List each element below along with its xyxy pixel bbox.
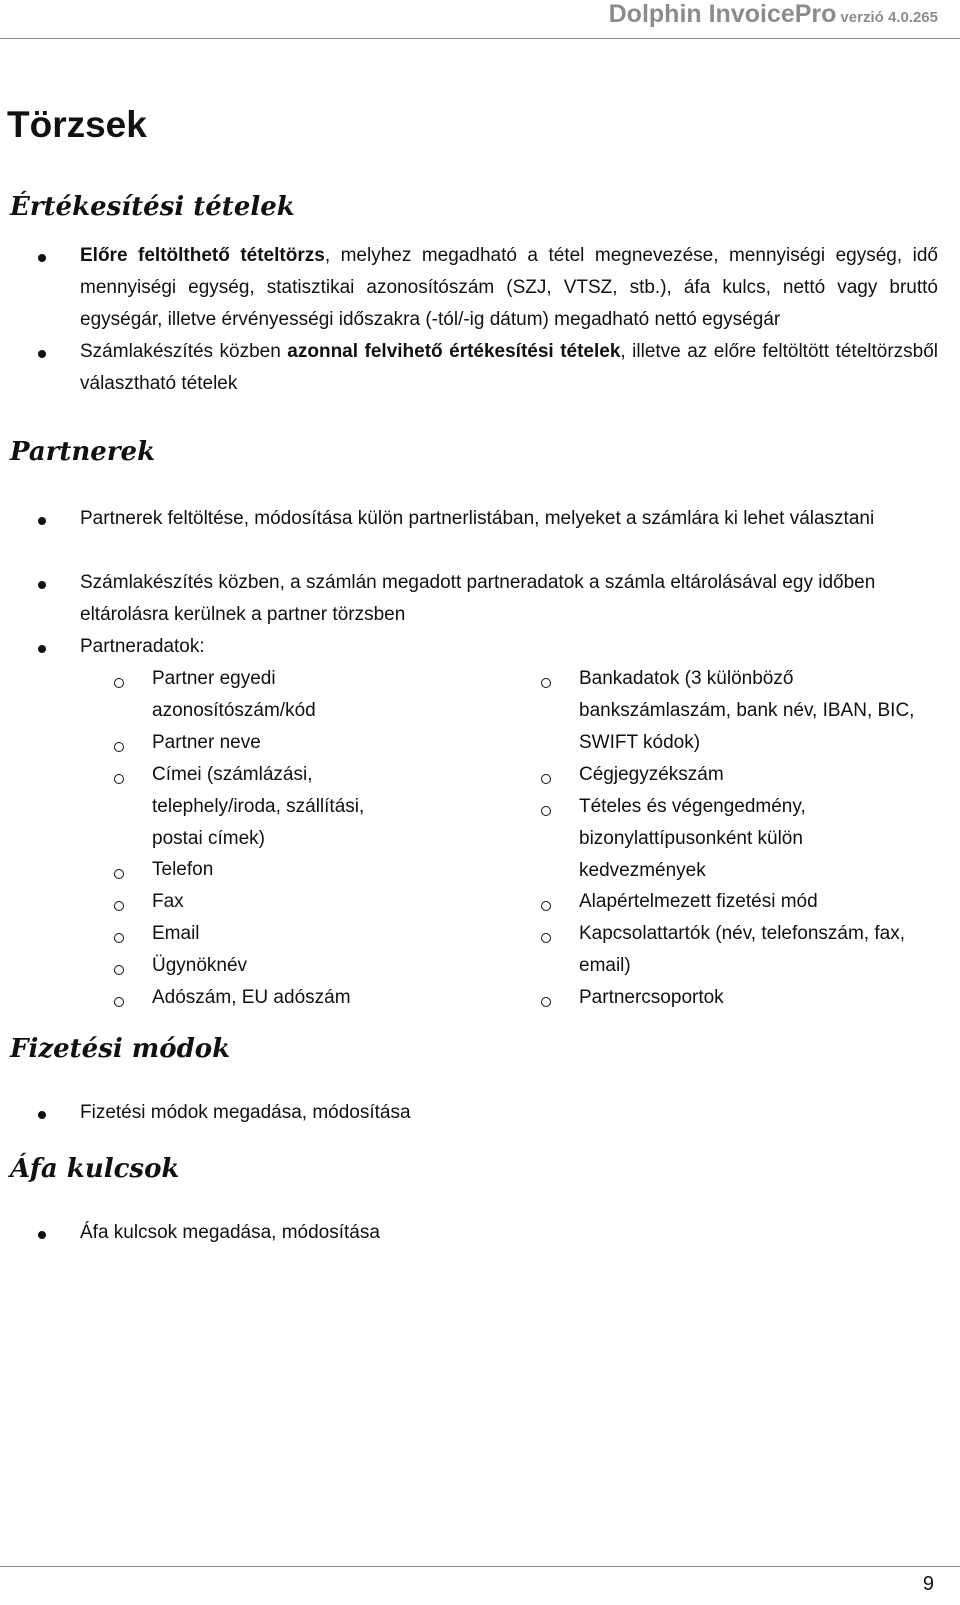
page-title: Törzsek <box>7 104 147 145</box>
page-header <box>0 0 960 40</box>
circle-bullet-icon <box>541 774 551 784</box>
bullet-icon <box>38 254 46 262</box>
bold-text: azonnal felvihető értékesítési tételek <box>287 341 621 362</box>
sub-item: Telefon <box>152 859 214 880</box>
sub-item: Adószám, EU adószám <box>152 987 351 1008</box>
sub-item: Tételes és végengedmény, bizonylattípusonként külön kedvezmények <box>579 796 806 881</box>
bullet-icon <box>38 1231 46 1239</box>
bold-text: Előre feltölthető tételtörzs <box>80 245 325 266</box>
list-item-szamlakeszites <box>80 336 938 400</box>
circle-bullet-icon <box>114 869 124 879</box>
brand-name: Dolphin InvoicePro <box>608 0 837 28</box>
circle-bullet-icon <box>114 997 124 1007</box>
brand-version: verzió 4.0.265 <box>840 9 938 26</box>
list-item-afa: Áfa kulcsok megadása, módosítása <box>80 1222 380 1243</box>
item-text: Számlakészítés közben <box>80 341 288 362</box>
circle-bullet-icon <box>541 901 551 911</box>
page-number: 9 <box>922 1573 934 1595</box>
section-title-partnerek: Partnerek <box>10 437 156 467</box>
sub-item: Ügynöknév <box>152 955 248 976</box>
section-title-fizetesi: Fizetési módok <box>10 1034 231 1064</box>
sub-item: Fax <box>152 891 184 912</box>
circle-bullet-icon <box>541 933 551 943</box>
section-title-afa: Áfa kulcsok <box>10 1154 180 1184</box>
circle-bullet-icon <box>541 806 551 816</box>
sub-item: Partner neve <box>152 732 261 753</box>
list-item-partnertorzs: Számlakészítés közben, a számlán megadott partneradatok a számla eltárolásával egy időben eltárolásra kerülnek a partner törzsben <box>80 572 876 625</box>
list-item-fizetesi: Fizetési módok megadása, módosítása <box>80 1102 411 1123</box>
list-item-partnerlista: Partnerek feltöltése, módosítása külön partnerlistában, melyeket a számlára ki lehet választani <box>80 508 875 529</box>
circle-bullet-icon <box>541 997 551 1007</box>
sub-item: Kapcsolattartók (név, telefonszám, fax, email) <box>579 923 905 976</box>
sub-item: Alapértelmezett fizetési mód <box>579 891 818 912</box>
sub-item: Email <box>152 923 200 944</box>
sub-item: Bankadatok (3 különböző bankszámlaszám, bank név, IBAN, BIC, SWIFT kódok) <box>579 668 915 753</box>
sub-item: Cégjegyzékszám <box>579 764 724 785</box>
brand-title <box>609 0 938 29</box>
circle-bullet-icon <box>114 742 124 752</box>
circle-bullet-icon <box>114 678 124 688</box>
bullet-icon <box>38 350 46 358</box>
list-item-tetelorzs <box>80 240 938 336</box>
circle-bullet-icon <box>114 965 124 975</box>
item-text: , illetve az előre feltöltött tételtörzsből választható tételek <box>80 341 939 394</box>
circle-bullet-icon <box>114 933 124 943</box>
header-divider <box>0 38 960 39</box>
footer-divider <box>0 1566 960 1567</box>
section-title-ertekesitesi: Értékesítési tételek <box>10 192 295 222</box>
list-item-partneradatok: Partneradatok: <box>80 636 205 657</box>
bullet-icon <box>38 1111 46 1119</box>
sub-item: Partner egyedi azonosítószám/kód <box>152 668 316 721</box>
circle-bullet-icon <box>114 774 124 784</box>
sub-item: Címei (számlázási, telephely/iroda, szállítási, postai címek) <box>152 764 365 849</box>
sub-item: Partnercsoportok <box>579 987 724 1008</box>
circle-bullet-icon <box>114 901 124 911</box>
bullet-icon <box>38 517 46 525</box>
bullet-icon <box>38 645 46 653</box>
bullet-icon <box>38 581 46 589</box>
circle-bullet-icon <box>541 678 551 688</box>
item-text: , melyhez megadható a tétel megnevezése, mennyiségi egység, idő mennyiségi egység, statisztikai azonosítószám (SZJ, VTSZ, stb.), áfa kulcs, nettó vagy bruttó egységár, illetve érvényességi időszakra (-tól/-ig dátum) megadható nettó egységár <box>80 245 938 330</box>
